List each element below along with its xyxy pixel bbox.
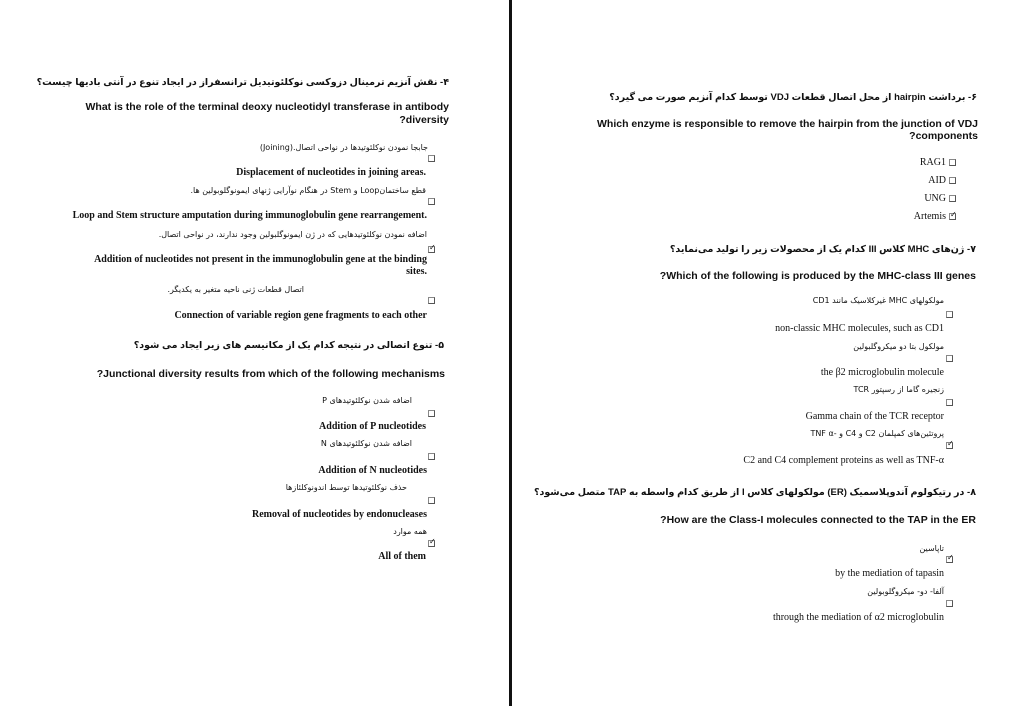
q8-english-text: ?How are the Class-I molecules connected to the TAP in the ER bbox=[660, 514, 976, 526]
q4-option2-english: Loop and Stem structure amputation during immunoglobulin gene rearrangement. bbox=[72, 210, 427, 221]
right-page bbox=[513, 0, 1024, 706]
q4-option3-persian: اضافه نمودن نوکلئوتیدهایی که در ژن ایمونوگلبولین وجود ندارند، در نواحی اتصال. bbox=[158, 230, 427, 239]
q5-option4-english: All of them bbox=[378, 551, 426, 562]
left-page bbox=[0, 0, 509, 706]
q5-option2-checkbox[interactable] bbox=[428, 453, 435, 460]
q7-option4-english: C2 and C4 complement proteins as well as TNF-α bbox=[743, 455, 944, 466]
q7-english-text: ?Which of the following is produced by the MHC-class III genes bbox=[659, 270, 976, 282]
q5-option1-english: Addition of P nucleotides bbox=[319, 421, 426, 432]
q5-option3-checkbox[interactable] bbox=[428, 497, 435, 504]
q4-option1-persian: جابجا نمودن نوکلئوتیدها در نواحی اتصال.(Joining) bbox=[259, 143, 428, 152]
q5-persian-text: ۵- تنوع اتصالی در نتیجه کدام یک از مکانیسم های زیر ایجاد می شود؟ bbox=[133, 340, 444, 351]
check-mark-icon: ✓ bbox=[429, 537, 436, 546]
q6-option1[interactable] bbox=[920, 157, 956, 168]
q6-option3-checkbox[interactable] bbox=[949, 195, 956, 202]
check-mark-icon: ✓ bbox=[947, 439, 954, 448]
q5-option3-english: Removal of nucleotides by endonucleases bbox=[252, 509, 427, 520]
q7-option3-english: Gamma chain of the TCR receptor bbox=[805, 411, 944, 422]
q5-option1-persian: اضافه شدن نوکلئوتیدهای P bbox=[322, 396, 412, 405]
q8-option1-persian: تاپاسین bbox=[919, 544, 944, 553]
q6-option4[interactable] bbox=[914, 211, 956, 222]
q5-option2-english: Addition of N nucleotides bbox=[318, 465, 427, 476]
q5-option3-persian: حذف نوکلئوتیدها توسط اندونوکلئازها bbox=[285, 483, 407, 492]
q7-option2-checkbox[interactable] bbox=[946, 355, 953, 362]
q6-option1-label: RAG1 bbox=[919, 157, 946, 168]
q4-option4-english: Connection of variable region gene fragments to each other bbox=[174, 310, 427, 321]
q4-option1-english: Displacement of nucleotides in joining areas. bbox=[236, 167, 426, 178]
q4-option4-persian: اتصال قطعات ژنی ناحیه متغیر به یکدیگر. bbox=[167, 285, 304, 294]
q7-option1-persian: مولکولهای MHC غیرکلاسیک مانند CD1 bbox=[812, 296, 944, 305]
q7-option2-english: the β2 microglobulin molecule bbox=[820, 367, 944, 378]
q7-option4-persian: پروتئین‌های کمپلمان C2 و C4 و -TNF α bbox=[810, 429, 944, 438]
q4-option2-persian: قطع ساختمانLoop و Stem در هنگام نوآرایی ژنهای ایمونوگلوبولین ها. bbox=[190, 186, 426, 195]
check-mark-icon: ✓ bbox=[947, 553, 954, 562]
q6-option2[interactable] bbox=[928, 175, 956, 186]
q4-option2-checkbox[interactable] bbox=[428, 198, 435, 205]
q8-option1-english: by the mediation of tapasin bbox=[835, 568, 944, 579]
q5-option2-persian: اضافه شدن نوکلئوتیدهای N bbox=[320, 439, 412, 448]
q6-option2-checkbox[interactable] bbox=[949, 177, 956, 184]
q8-option2-english: through the mediation of α2 microglobulin bbox=[772, 612, 944, 623]
q5-option4-checkbox[interactable] bbox=[428, 537, 436, 547]
q4-option3-english-line1: Addition of nucleotides not present in the immunoglobulin gene at the binding bbox=[94, 254, 427, 265]
q7-option2-persian: مولکول بتا دو میکروگلبولین bbox=[853, 342, 944, 351]
q7-option4-checkbox[interactable] bbox=[946, 439, 954, 449]
q6-english-line1: Which enzyme is responsible to remove the hairpin from the junction of VDJ bbox=[597, 118, 978, 130]
q6-option3[interactable] bbox=[924, 193, 956, 204]
q6-persian-text: ۶- برداشت hairpin از محل اتصال قطعات VDJ توسط کدام آنزیم صورت می گیرد؟ bbox=[609, 92, 977, 103]
q5-option4-persian: همه موارد bbox=[393, 527, 427, 536]
q6-option4-label: Artemis bbox=[913, 211, 946, 222]
q4-option1-checkbox[interactable] bbox=[428, 155, 435, 162]
q5-english-text: ?Junctional diversity results from which of the following mechanisms bbox=[96, 368, 445, 380]
q7-option3-persian: زنجیره گاما از رسپتور TCR bbox=[853, 385, 944, 394]
q4-option3-checkbox[interactable] bbox=[428, 243, 436, 253]
q5-option1-checkbox[interactable] bbox=[428, 410, 435, 417]
check-mark-icon: ✓ bbox=[950, 210, 957, 219]
q7-persian-text: ۷- ژن‌های MHC کلاس III کدام یک از محصولات زیر را تولید می‌نماید؟ bbox=[669, 244, 976, 255]
q6-english-line2: ?components bbox=[909, 130, 978, 142]
check-mark-icon: ✓ bbox=[429, 243, 436, 252]
q6-option1-checkbox[interactable] bbox=[949, 159, 956, 166]
q4-option3-english-line2: sites. bbox=[406, 266, 427, 277]
q4-english-line2: ?diversity bbox=[399, 114, 449, 126]
q7-option1-english: non-classic MHC molecules, such as CD1 bbox=[775, 323, 944, 334]
q8-option2-persian: آلفا- دو- میکروگلوبولین bbox=[867, 587, 944, 596]
q4-option4-checkbox[interactable] bbox=[428, 297, 435, 304]
q6-option2-label: AID bbox=[928, 175, 946, 186]
q6-option4-checkbox[interactable] bbox=[949, 210, 957, 220]
q7-option3-checkbox[interactable] bbox=[946, 399, 953, 406]
q8-option2-checkbox[interactable] bbox=[946, 600, 953, 607]
q6-option3-label: UNG bbox=[924, 193, 946, 204]
q4-persian-text: ۴- نقش آنزیم ترمینال دزوکسی نوکلئوتیدیل ترانسفراز در ایجاد تنوع در آنتی بادیها چیست؟ bbox=[36, 77, 449, 88]
q8-persian-text: ۸- در رتیکولوم آندوپلاسمیک (ER) مولکولهای کلاس I از طریق کدام واسطه به TAP متصل می‌شود؟ bbox=[533, 487, 976, 498]
q7-option1-checkbox[interactable] bbox=[946, 311, 953, 318]
q4-english-line1: What is the role of the terminal deoxy nucleotidyl transferase in antibody bbox=[85, 101, 449, 113]
q8-option1-checkbox[interactable] bbox=[946, 553, 954, 563]
